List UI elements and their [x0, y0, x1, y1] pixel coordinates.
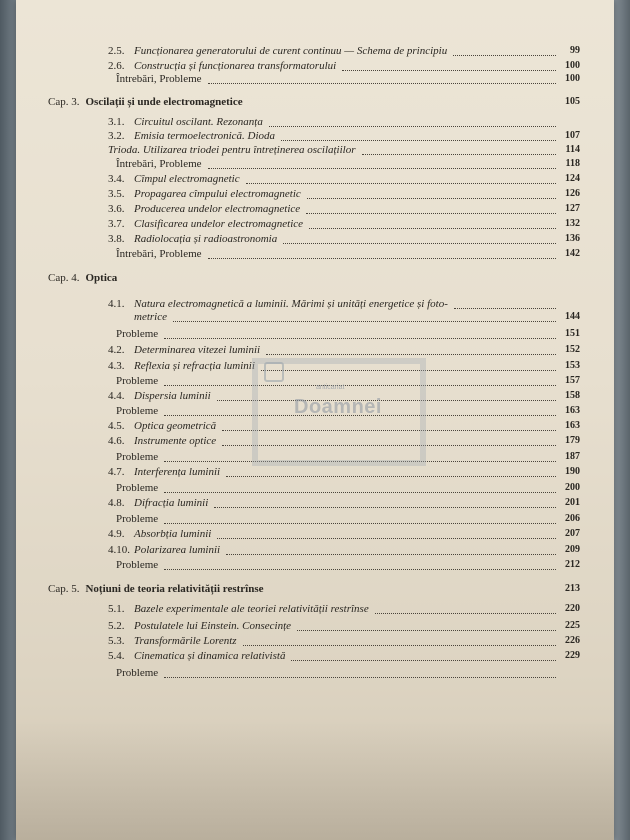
section-title: Probleme: [116, 667, 159, 679]
toc-entry: [16, 343, 614, 357]
section-number: 3.4.: [108, 173, 125, 185]
toc-entry: [16, 649, 614, 663]
section-number: 3.6.: [108, 203, 125, 215]
dot-leader: [246, 182, 556, 184]
toc-entry: [16, 602, 614, 616]
chapter-label: Cap. 3.: [48, 96, 80, 108]
dot-leader: [283, 242, 556, 244]
dot-leader: [164, 676, 556, 678]
section-title: Probleme: [116, 559, 159, 571]
dot-leader: [226, 475, 556, 477]
toc-entry: [16, 72, 614, 86]
page-number: 206: [565, 513, 580, 524]
page-number: 212: [565, 559, 580, 570]
section-title: Construcția și funcționarea transformatorului: [134, 60, 337, 72]
section-number: 3.1.: [108, 116, 125, 128]
toc-entry: [16, 619, 614, 633]
section-title: Întrebări, Probleme: [116, 248, 202, 260]
dot-leader: [266, 353, 556, 355]
page-number: 142: [565, 248, 580, 259]
watermark-text: Doamnei: [294, 396, 382, 418]
section-title: Reflexia și refracția luminii: [134, 360, 255, 372]
dot-leader: [208, 257, 556, 259]
toc-entry: [16, 172, 614, 186]
section-number: 4.4.: [108, 390, 125, 402]
section-number: 4.8.: [108, 497, 125, 509]
section-title: Polarizarea luminii: [134, 544, 221, 556]
page-number: 114: [565, 144, 580, 155]
page-number: 151: [565, 328, 580, 339]
page-number: 132: [565, 218, 580, 229]
section-number: 3.2.: [108, 130, 125, 142]
toc-entry: [16, 157, 614, 171]
dot-leader: [217, 537, 556, 539]
section-number: 4.2.: [108, 344, 125, 356]
toc-entry: [16, 217, 614, 231]
dot-leader: [269, 125, 556, 127]
page-number: 229: [565, 650, 580, 661]
section-title: Probleme: [116, 513, 159, 525]
section-title: Determinarea vitezei luminii: [134, 344, 261, 356]
dot-leader: [208, 82, 556, 84]
section-title: Propagarea cîmpului electromagnetic: [134, 188, 301, 200]
toc-entry: [16, 543, 614, 557]
dot-leader: [243, 644, 556, 646]
section-number: 4.5.: [108, 420, 125, 432]
toc-entry: [16, 634, 614, 648]
section-title: Dispersia luminii: [134, 390, 211, 402]
page-number: 209: [565, 544, 580, 555]
page-number: 158: [565, 390, 580, 401]
section-title: Transformările Lorentz: [134, 635, 237, 647]
section-title: Postulatele lui Einstein. Consecințe: [134, 620, 292, 632]
section-title: Bazele experimentale ale teoriei relativității restrînse: [134, 603, 369, 615]
chapter-title: Oscilații și unde electromagnetice: [85, 96, 243, 108]
section-title: Interferența luminii: [134, 466, 221, 478]
dot-leader: [208, 167, 556, 169]
section-title: Întrebări, Probleme: [116, 158, 202, 170]
page-number: 163: [565, 405, 580, 416]
toc-entry: [16, 481, 614, 495]
section-number: 5.1.: [108, 603, 125, 615]
chapter-title: Optica: [85, 272, 118, 284]
dot-leader: [226, 553, 556, 555]
page-number: 220: [565, 603, 580, 614]
section-title: Probleme: [116, 451, 159, 463]
book-page: [16, 0, 614, 840]
toc-entry: [16, 527, 614, 541]
dot-leader: [342, 69, 556, 71]
page-number: 152: [565, 344, 580, 355]
section-title: Probleme: [116, 375, 159, 387]
toc-entry: [16, 666, 614, 680]
dot-leader: [309, 227, 556, 229]
chapter-heading: [48, 272, 117, 284]
section-title: Emisia termoelectronică. Dioda: [134, 130, 276, 142]
toc-entry: [16, 44, 614, 58]
dot-leader: [306, 212, 556, 214]
chapter-title: Noțiuni de teoria relativității restrînse: [85, 583, 264, 595]
toc-entry: [16, 327, 614, 341]
page-number: 207: [565, 528, 580, 539]
dot-leader: [375, 612, 556, 614]
dot-leader: [454, 307, 556, 309]
section-title: Producerea undelor electromagnetice: [134, 203, 301, 215]
section-number: 3.7.: [108, 218, 125, 230]
section-title: Cinematica și dinamica relativistă: [134, 650, 286, 662]
dot-leader: [164, 491, 556, 493]
section-title: metrice: [134, 311, 167, 323]
watermark-icon: [264, 362, 284, 382]
section-number: 4.10.: [108, 544, 130, 556]
dot-leader: [164, 522, 556, 524]
section-number: 5.4.: [108, 650, 125, 662]
section-title: Instrumente optice: [134, 435, 217, 447]
page-number: 163: [565, 420, 580, 431]
section-number: 4.7.: [108, 466, 125, 478]
page-number: 187: [565, 451, 580, 462]
page-number: 100: [565, 73, 580, 84]
page-number: 136: [565, 233, 580, 244]
toc-entry: [16, 115, 614, 129]
chapter-label: Cap. 4.: [48, 272, 80, 284]
page-number: 99: [570, 45, 580, 56]
section-title: Întrebări, Probleme: [116, 73, 202, 85]
section-number: 4.6.: [108, 435, 125, 447]
chapter-heading: [48, 583, 264, 595]
page-shadow: [16, 720, 614, 840]
dot-leader: [214, 506, 556, 508]
dot-leader: [281, 139, 556, 141]
page-number: 107: [565, 130, 580, 141]
dot-leader: [164, 568, 556, 570]
chapter-page-number: 213: [565, 583, 580, 594]
toc-entry: [16, 187, 614, 201]
toc-entry: [16, 247, 614, 261]
section-title: Optica geometrică: [134, 420, 217, 432]
section-title: Probleme: [116, 328, 159, 340]
section-title: Trioda. Utilizarea triodei pentru întreținerea oscilațiilor: [108, 144, 356, 156]
section-number: 2.6.: [108, 60, 125, 72]
toc-entry: [16, 143, 614, 157]
chapter-page-number: 105: [565, 96, 580, 107]
toc-entry: [16, 512, 614, 526]
dot-leader: [173, 320, 556, 322]
page-number: 157: [565, 375, 580, 386]
page-number: 179: [565, 435, 580, 446]
section-title: Clasificarea undelor electromagnetice: [134, 218, 304, 230]
page-number: 201: [565, 497, 580, 508]
toc-entry: [16, 59, 614, 73]
dot-leader: [307, 197, 556, 199]
section-title: Natura electromagnetică a luminii. Mărimi și unități energetice și foto-: [134, 298, 448, 310]
section-title: Probleme: [116, 482, 159, 494]
dot-leader: [291, 659, 556, 661]
section-title: Funcționarea generatorului de curent continuu — Schema de principiu: [134, 45, 448, 57]
section-title: Probleme: [116, 405, 159, 417]
page-number: 100: [565, 60, 580, 71]
section-title: Absorbția luminii: [134, 528, 212, 540]
toc-entry: [16, 129, 614, 143]
page-number: 225: [565, 620, 580, 631]
section-number: 4.1.: [108, 298, 125, 310]
toc-entry: [16, 496, 614, 510]
toc-entry: [16, 310, 614, 324]
section-number: 5.3.: [108, 635, 125, 647]
page-number: 144: [565, 311, 580, 322]
page-number: 124: [565, 173, 580, 184]
section-number: 4.3.: [108, 360, 125, 372]
dot-leader: [453, 54, 556, 56]
page-number: 118: [565, 158, 580, 169]
chapter-heading: [48, 96, 243, 108]
toc-entry: [16, 232, 614, 246]
watermark-subtext: anticariat: [316, 384, 345, 391]
dot-leader: [297, 629, 556, 631]
toc-entry: [16, 465, 614, 479]
page-number: 226: [565, 635, 580, 646]
toc-entry: [16, 297, 614, 311]
page-number: 126: [565, 188, 580, 199]
section-number: 4.9.: [108, 528, 125, 540]
section-title: Radiolocația și radioastronomia: [134, 233, 278, 245]
section-number: 3.5.: [108, 188, 125, 200]
section-title: Difracția luminii: [134, 497, 209, 509]
section-title: Circuitul oscilant. Rezonanța: [134, 116, 263, 128]
section-number: 3.8.: [108, 233, 125, 245]
page-number: 190: [565, 466, 580, 477]
chapter-label: Cap. 5.: [48, 583, 80, 595]
page-number: 153: [565, 360, 580, 371]
dot-leader: [362, 153, 557, 155]
section-title: Cîmpul electromagnetic: [134, 173, 240, 185]
dot-leader: [164, 337, 556, 339]
toc-entry: [16, 202, 614, 216]
section-number: 5.2.: [108, 620, 125, 632]
toc-entry: [16, 558, 614, 572]
page-number: 127: [565, 203, 580, 214]
page-number: 200: [565, 482, 580, 493]
section-number: 2.5.: [108, 45, 125, 57]
